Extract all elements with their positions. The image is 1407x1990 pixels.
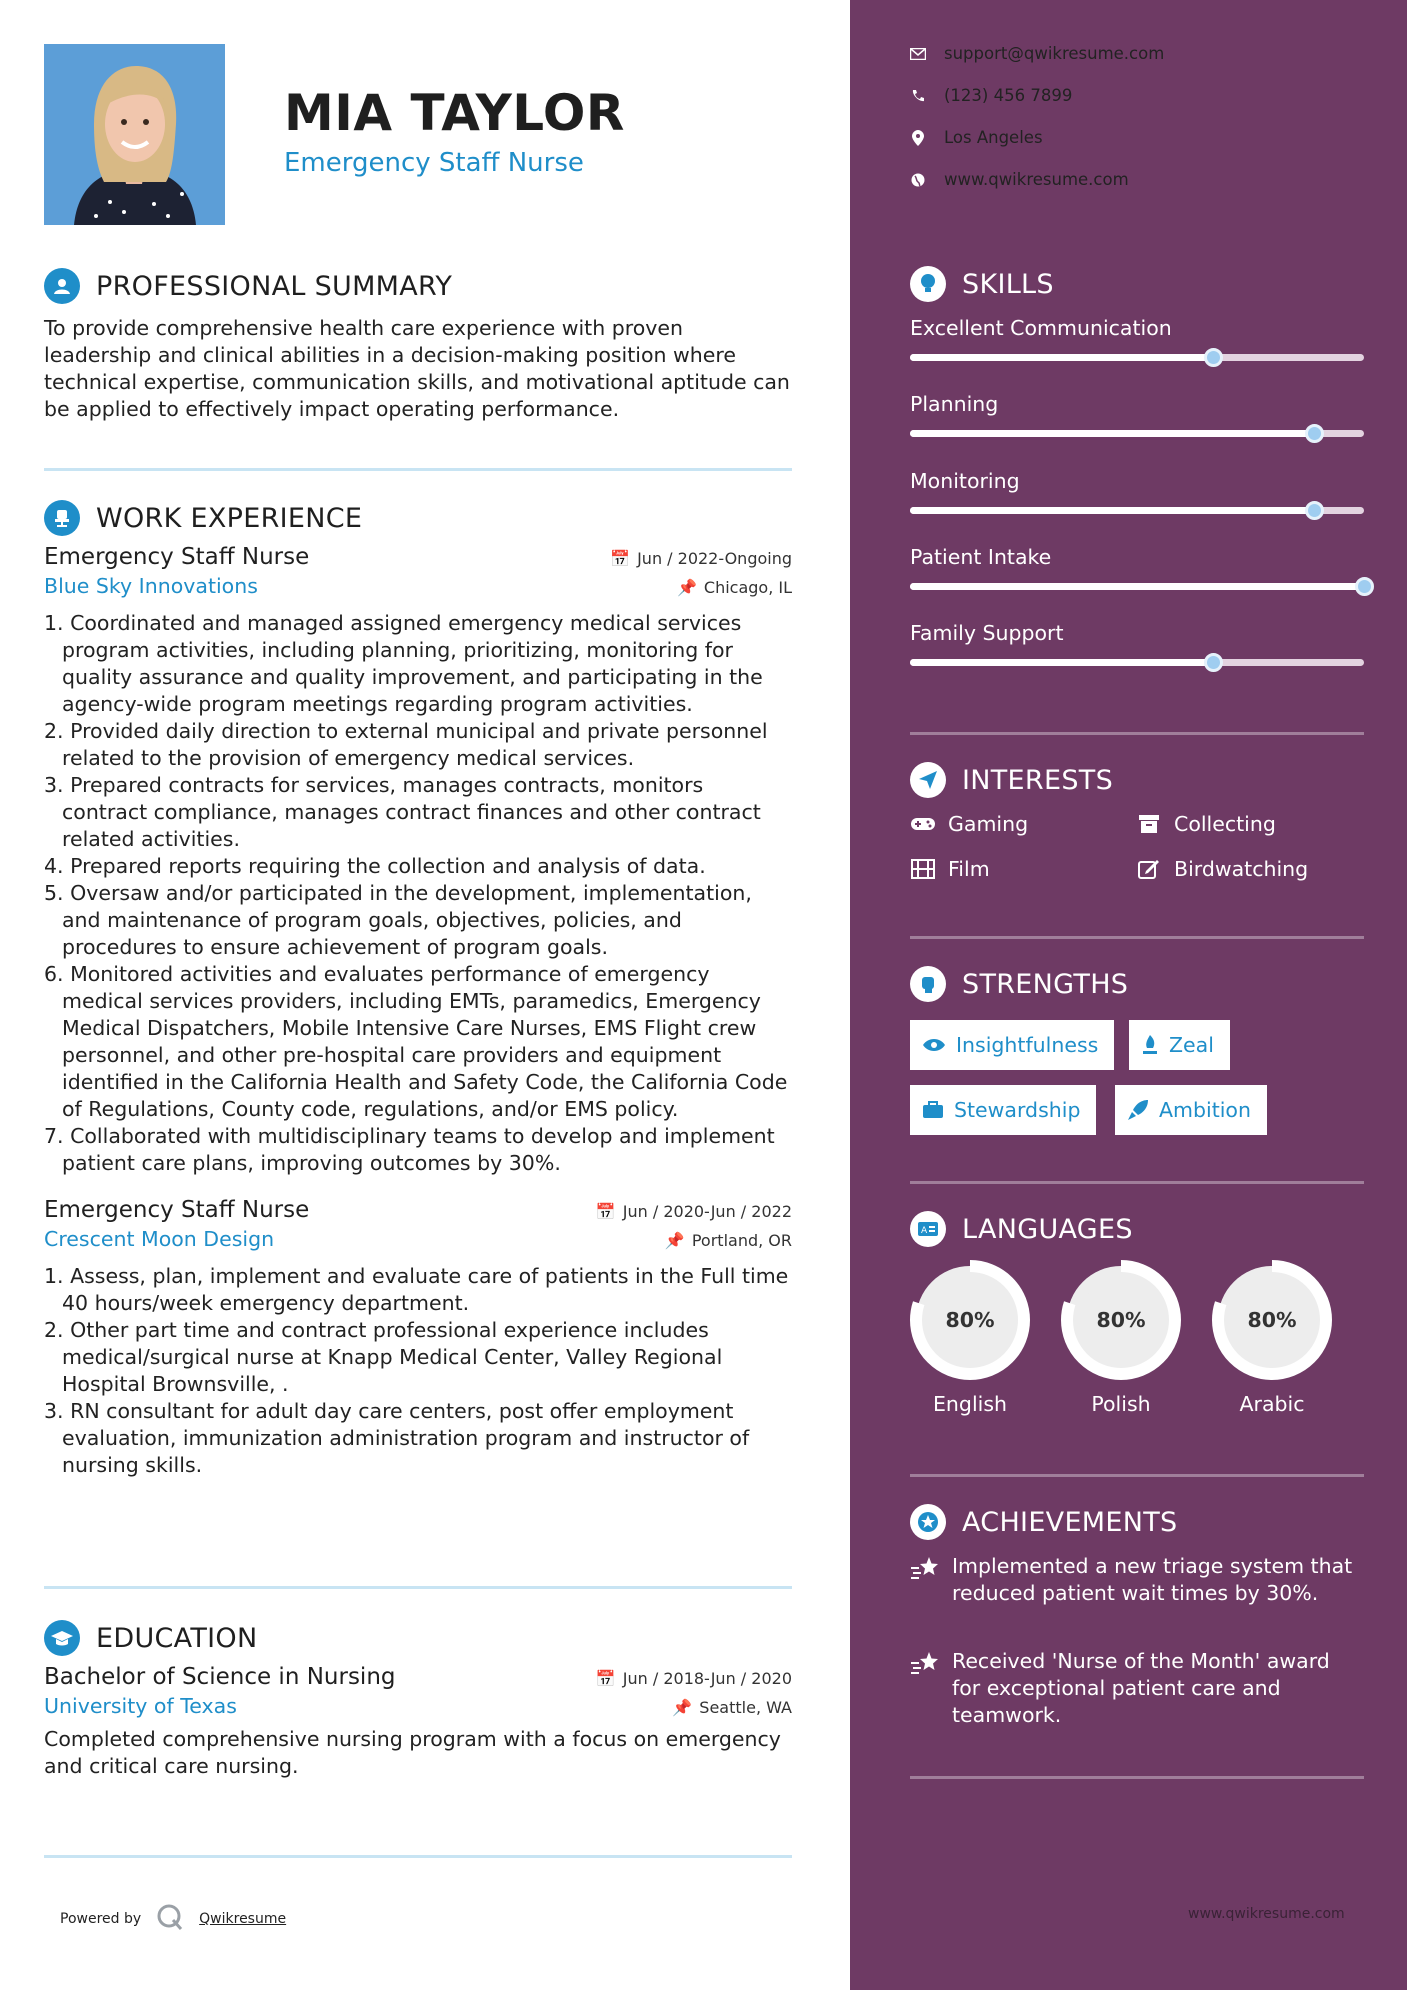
skill-label: Planning bbox=[910, 392, 999, 416]
interest-item: Film bbox=[910, 857, 990, 881]
qwikresume-logo-icon bbox=[155, 1902, 185, 1936]
fire-icon bbox=[1141, 1034, 1159, 1056]
strengths-heading: STRENGTHS bbox=[962, 968, 1129, 1000]
strength-tag: Ambition bbox=[1115, 1085, 1267, 1135]
lightbulb-icon bbox=[910, 266, 946, 302]
shooting-star-icon bbox=[910, 1553, 942, 1607]
office-chair-icon bbox=[44, 500, 80, 536]
brand-link[interactable]: Qwikresume bbox=[199, 1911, 287, 1927]
powered-by-label: Powered by bbox=[60, 1911, 142, 1927]
section-divider bbox=[44, 1855, 792, 1858]
contact-location: Los Angeles bbox=[910, 128, 1043, 147]
section-divider bbox=[910, 1181, 1364, 1184]
footer-site[interactable]: www.qwikresume.com bbox=[1188, 1906, 1345, 1922]
skill-knob bbox=[1355, 577, 1374, 596]
skill-item bbox=[910, 545, 1364, 590]
job-bullet: 6. Monitored activities and evaluates performance of emergency medical services providers, including EMTs, paramedics, Emergency Medical Dispatchers, Mobile Intensive Care Nurses, EMS Flight crew personnel, and other pre-hospital care providers and equipment identified in the California Health and Safety Code, the California Code of Regulations, County code, regulations, and/or EMS policy. bbox=[44, 962, 788, 1121]
language-item bbox=[1212, 1260, 1332, 1416]
language-ring bbox=[1061, 1260, 1181, 1380]
job-bullet: 7. Collaborated with multidisciplinary teams to develop and implement patient care plans, improving outcomes by 30%. bbox=[44, 1124, 775, 1175]
skill-bar bbox=[910, 354, 1364, 361]
strength-tag: Zeal bbox=[1129, 1020, 1230, 1070]
envelope-icon bbox=[910, 46, 926, 62]
skill-knob bbox=[1204, 348, 1223, 367]
job-location: Portland, OR bbox=[691, 1231, 792, 1250]
language-item bbox=[910, 1260, 1030, 1416]
education-date: Jun / 2018-Jun / 2020 bbox=[622, 1669, 792, 1688]
language-icon bbox=[910, 1211, 946, 1247]
calendar-icon: 📅 bbox=[595, 1669, 616, 1688]
language-percent: 80% bbox=[1247, 1308, 1297, 1332]
job-entry bbox=[44, 544, 792, 1177]
paper-plane-icon bbox=[910, 762, 946, 798]
contact-email[interactable]: support@qwikresume.com bbox=[910, 44, 1164, 63]
interests-heading-row bbox=[910, 762, 1113, 798]
language-ring bbox=[1212, 1260, 1332, 1380]
achievements-heading-row bbox=[910, 1504, 1178, 1540]
summary-section bbox=[44, 266, 792, 423]
edit-icon bbox=[1136, 858, 1162, 880]
globe-icon bbox=[910, 172, 926, 188]
skill-knob bbox=[1305, 424, 1324, 443]
section-divider bbox=[910, 1474, 1364, 1477]
language-ring bbox=[910, 1260, 1030, 1380]
calendar-icon: 📅 bbox=[595, 1202, 616, 1221]
summary-heading: PROFESSIONAL SUMMARY bbox=[96, 270, 453, 302]
svg-text:A: A bbox=[921, 1226, 928, 1236]
skill-item bbox=[910, 469, 1364, 514]
job-bullet: 4. Prepared reports requiring the collection and analysis of data. bbox=[44, 854, 706, 878]
languages-heading: LANGUAGES bbox=[962, 1213, 1133, 1245]
achievement-item: Implemented a new triage system that reduced patient wait times by 30%. bbox=[910, 1553, 1364, 1607]
summary-text: To provide comprehensive health care experience with proven leadership and clinical abilities in a decision-making position where technical expertise, communication skills, and motivational aptitude can be applied to effectively impact operating performance. bbox=[44, 316, 790, 421]
achievement-item: Received 'Nurse of the Month' award for exceptional patient care and teamwork. bbox=[910, 1648, 1364, 1729]
language-name: Polish bbox=[1091, 1392, 1151, 1416]
job-bullets bbox=[44, 1263, 792, 1479]
school-name: University of Texas bbox=[44, 1694, 237, 1718]
job-entry bbox=[44, 1197, 792, 1479]
interest-item: Collecting bbox=[1136, 812, 1276, 836]
job-bullet: 1. Coordinated and managed assigned emergency medical services program activities, including planning, prioritizing, monitoring for quality assurance and quality improvement, and participating in the agency-wide program meetings regarding program activities. bbox=[44, 611, 763, 716]
section-divider bbox=[44, 1586, 792, 1589]
skill-label: Monitoring bbox=[910, 469, 1020, 493]
candidate-name: MIA TAYLOR bbox=[284, 84, 625, 142]
raised-fist-icon bbox=[910, 966, 946, 1002]
education-text: Completed comprehensive nursing program with a focus on emergency and critical care nursing. bbox=[44, 1727, 781, 1778]
strengths-heading-row bbox=[910, 966, 1128, 1002]
film-icon bbox=[910, 858, 936, 880]
achievements-heading: ACHIEVEMENTS bbox=[962, 1506, 1178, 1538]
section-divider bbox=[910, 732, 1364, 735]
job-location: Chicago, IL bbox=[703, 578, 792, 597]
experience-section bbox=[44, 498, 792, 1479]
user-icon bbox=[44, 268, 80, 304]
rocket-icon bbox=[1127, 1099, 1149, 1121]
language-percent: 80% bbox=[1096, 1308, 1146, 1332]
skill-item bbox=[910, 316, 1364, 361]
job-company: Crescent Moon Design bbox=[44, 1227, 275, 1251]
language-percent: 80% bbox=[945, 1308, 995, 1332]
graduation-cap-icon bbox=[44, 1620, 80, 1656]
skill-item bbox=[910, 621, 1364, 666]
contact-website[interactable]: www.qwikresume.com bbox=[910, 170, 1129, 189]
shooting-star-icon bbox=[910, 1648, 942, 1729]
skill-item bbox=[910, 392, 1364, 437]
job-bullet: 3. RN consultant for adult day care centers, post offer employment evaluation, immunization administration program and instructor of nursing skills. bbox=[44, 1399, 750, 1477]
job-bullet: 2. Other part time and contract professional experience includes medical/surgical nurse at Knapp Medical Center, Valley Regional Hospital Brownsville, . bbox=[44, 1318, 723, 1396]
skill-knob bbox=[1305, 501, 1324, 520]
phone-icon bbox=[910, 88, 926, 104]
job-bullets bbox=[44, 610, 792, 1177]
experience-heading: WORK EXPERIENCE bbox=[96, 502, 363, 534]
job-bullet: 1. Assess, plan, implement and evaluate care of patients in the Full time 40 hours/week emergency department. bbox=[44, 1264, 789, 1315]
education-section bbox=[44, 1618, 792, 1780]
map-marker-icon bbox=[910, 130, 926, 146]
gamepad-icon bbox=[910, 813, 936, 835]
language-name: English bbox=[932, 1392, 1008, 1416]
section-divider bbox=[44, 468, 792, 471]
strength-tag: Insightfulness bbox=[910, 1020, 1114, 1070]
skill-bar bbox=[910, 507, 1364, 514]
eye-icon bbox=[922, 1037, 946, 1053]
interests-heading: INTERESTS bbox=[962, 764, 1114, 796]
strength-tag: Stewardship bbox=[910, 1085, 1096, 1135]
job-date: Jun / 2022-Ongoing bbox=[637, 549, 792, 568]
pin-icon: 📌 bbox=[672, 1698, 693, 1717]
skill-label: Excellent Communication bbox=[910, 316, 1172, 340]
interest-item: Gaming bbox=[910, 812, 1028, 836]
education-location: Seattle, WA bbox=[699, 1698, 792, 1717]
section-divider bbox=[910, 936, 1364, 939]
job-bullet: 5. Oversaw and/or participated in the development, implementation, and maintenance of program goals, objectives, policies, and procedures to ensure achievement of program goals. bbox=[44, 881, 752, 959]
job-date: Jun / 2020-Jun / 2022 bbox=[622, 1202, 792, 1221]
pin-icon: 📌 bbox=[664, 1231, 685, 1250]
skill-label: Patient Intake bbox=[910, 545, 1052, 569]
language-item bbox=[1061, 1260, 1181, 1416]
candidate-title: Emergency Staff Nurse bbox=[284, 148, 584, 178]
star-badge-icon bbox=[910, 1504, 946, 1540]
job-title: Emergency Staff Nurse bbox=[44, 544, 310, 570]
briefcase-icon bbox=[922, 1101, 944, 1119]
skill-knob bbox=[1204, 653, 1223, 672]
job-bullet: 3. Prepared contracts for services, manages contracts, monitors contract compliance, manages contract finances and other contract related activities. bbox=[44, 773, 761, 851]
powered-by bbox=[60, 1902, 286, 1936]
contact-phone[interactable]: (123) 456 7899 bbox=[910, 86, 1072, 105]
interest-item: Birdwatching bbox=[1136, 857, 1308, 881]
skills-heading-row bbox=[910, 266, 1054, 302]
language-name: Arabic bbox=[1239, 1392, 1305, 1416]
skills-heading: SKILLS bbox=[962, 268, 1054, 300]
profile-photo bbox=[44, 44, 225, 225]
job-title: Emergency Staff Nurse bbox=[44, 1197, 310, 1223]
degree-title: Bachelor of Science in Nursing bbox=[44, 1664, 396, 1690]
skill-label: Family Support bbox=[910, 621, 1064, 645]
languages-heading-row bbox=[910, 1211, 1133, 1247]
pin-icon: 📌 bbox=[676, 578, 697, 597]
job-bullet: 2. Provided daily direction to external municipal and private personnel related to the provision of emergency medical services. bbox=[44, 719, 768, 770]
job-company: Blue Sky Innovations bbox=[44, 574, 258, 598]
archive-box-icon bbox=[1136, 813, 1162, 835]
section-divider bbox=[910, 1776, 1364, 1779]
calendar-icon: 📅 bbox=[610, 549, 631, 568]
skill-bar bbox=[910, 659, 1364, 666]
education-heading: EDUCATION bbox=[96, 1622, 258, 1654]
skill-bar bbox=[910, 583, 1364, 590]
skill-bar bbox=[910, 430, 1364, 437]
